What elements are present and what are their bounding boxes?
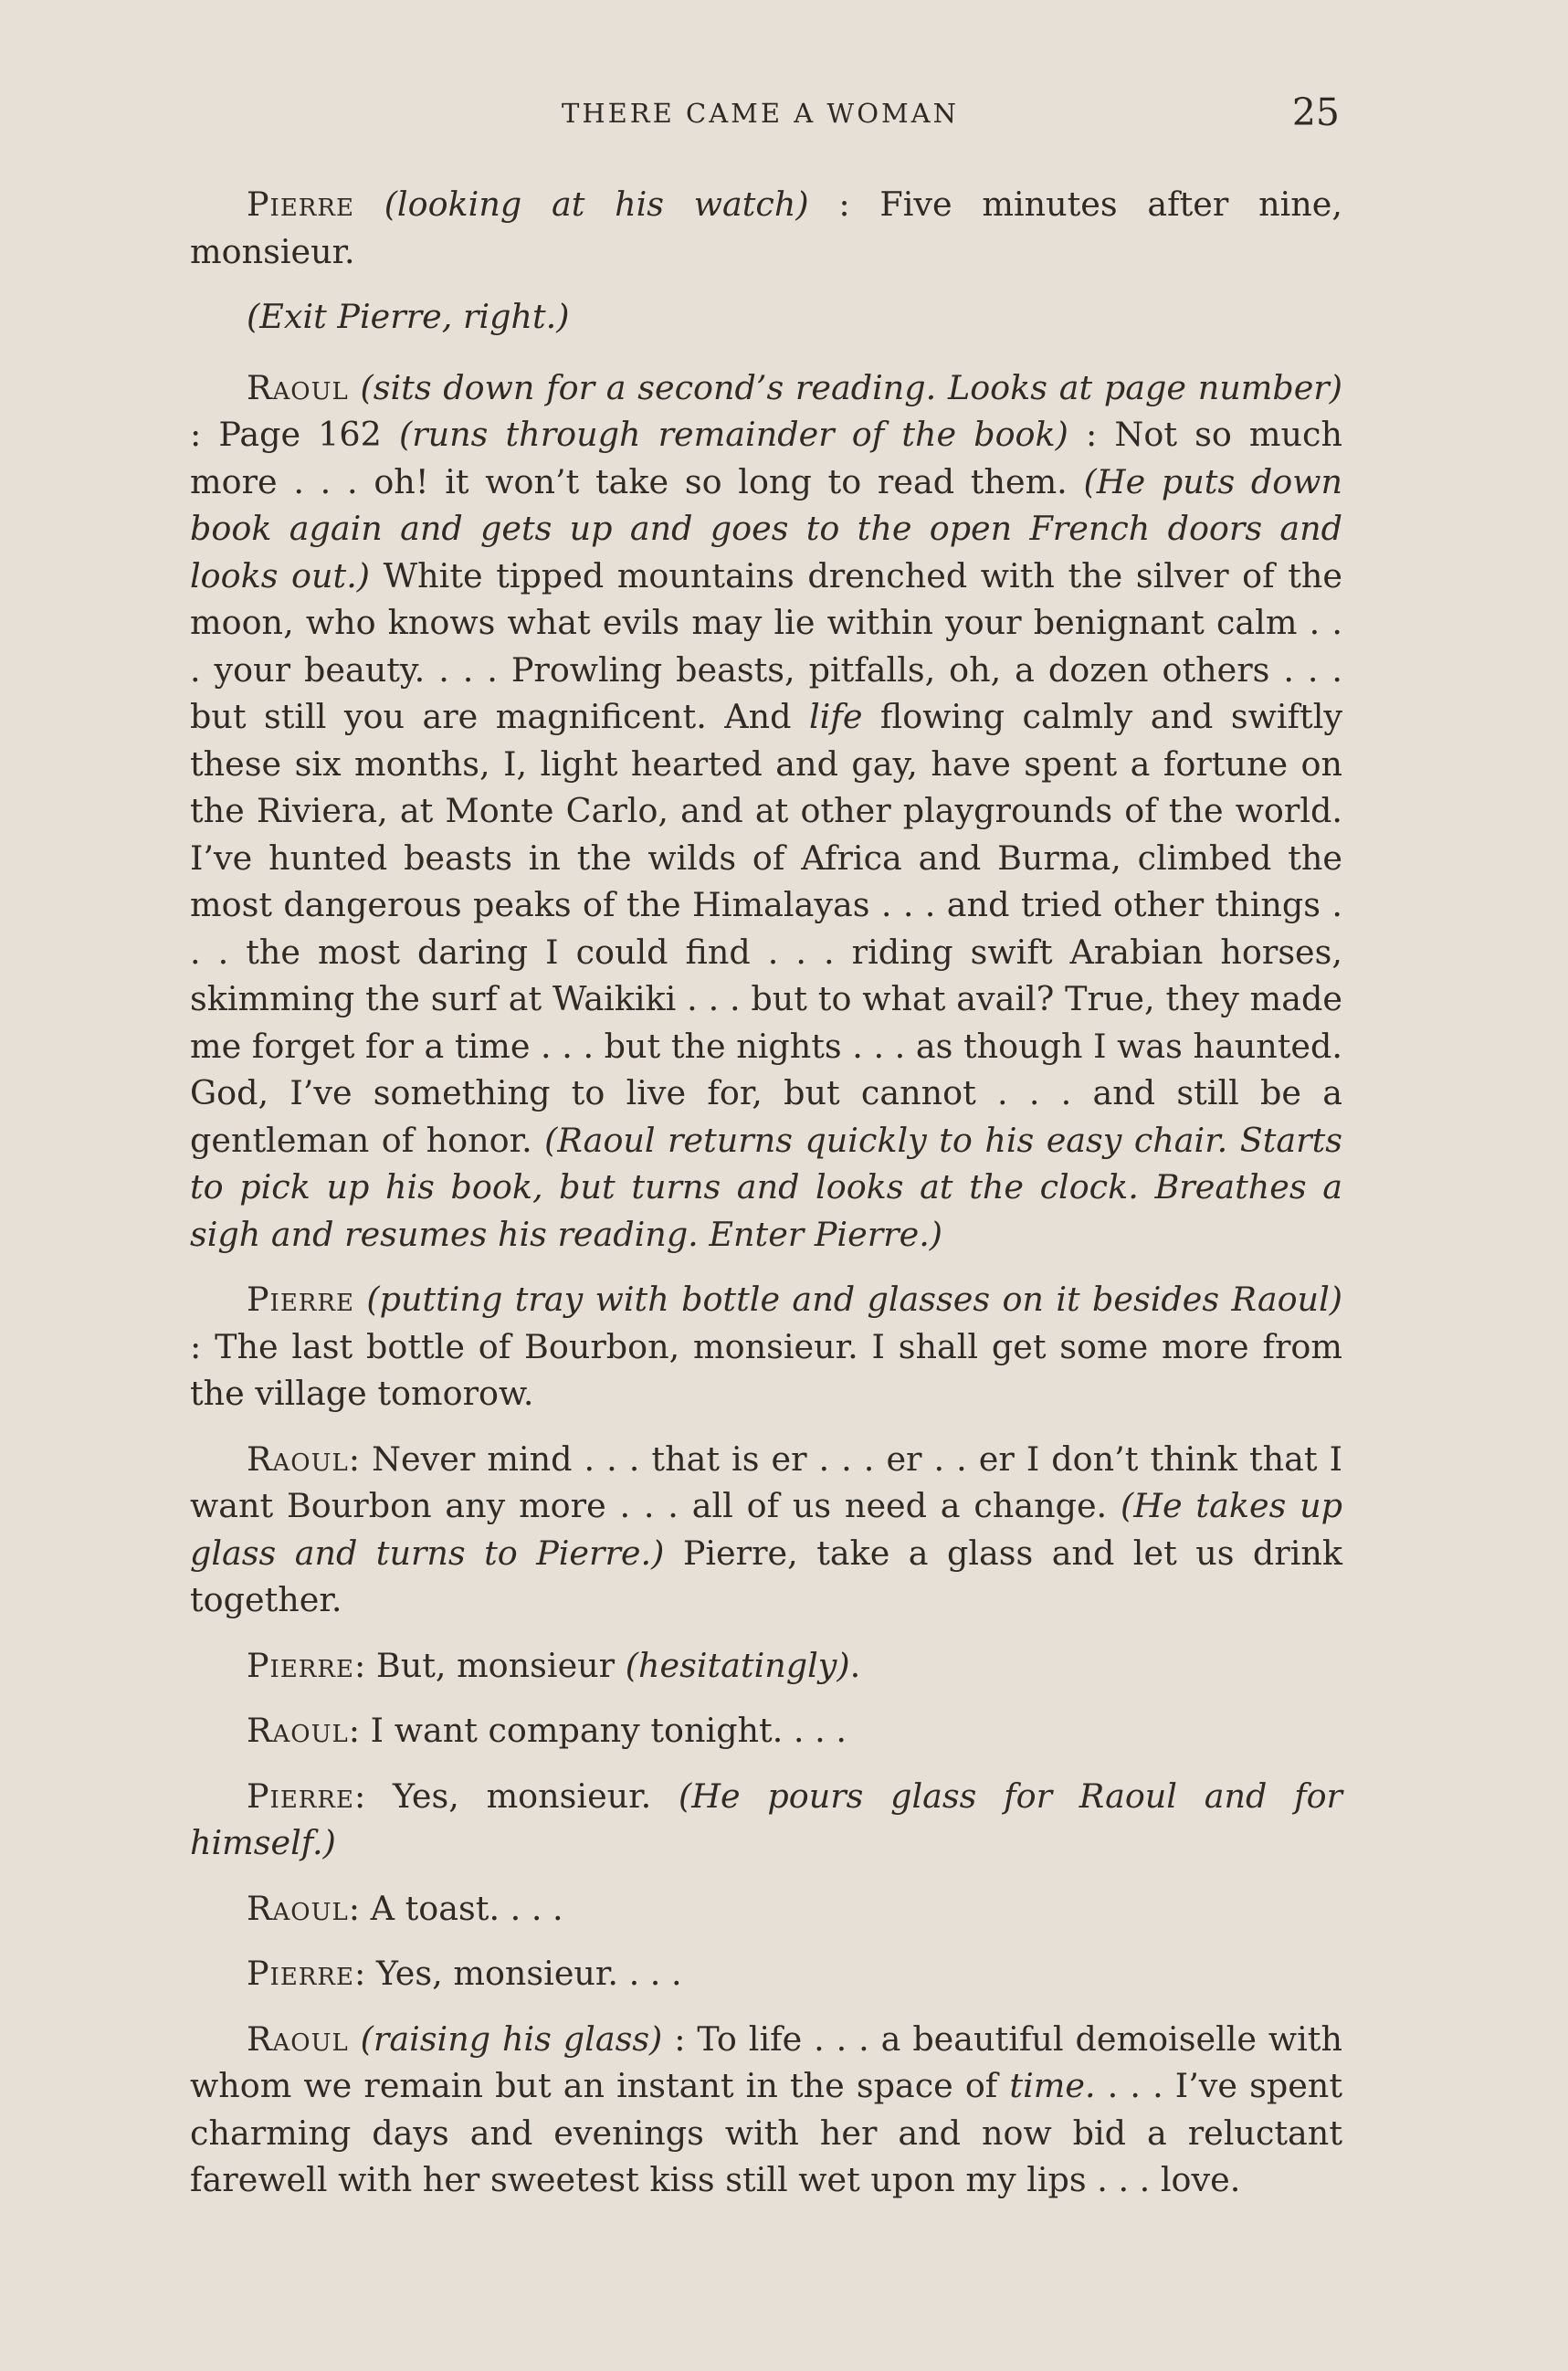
- emphasis: time.: [1009, 2066, 1096, 2105]
- colon: :: [190, 415, 202, 454]
- dialogue-text: Page 162: [201, 415, 399, 454]
- colon: :: [353, 1645, 366, 1685]
- stage-direction: (He pours glass for Raoul and for himself.): [190, 1776, 1343, 1862]
- play-text: [190, 181, 1342, 2222]
- dialogue-pierre-watch: [190, 181, 1342, 275]
- speaker-name: Raoul: [247, 2018, 349, 2059]
- stage-direction: (He takes up glass and turns to Pierre.): [190, 1486, 1342, 1573]
- dialogue-text: . . . I’ve spent charming days and evenings with her and now bid a reluctant farewell with her sweetest kiss still wet upon my lips . . . love.: [190, 2066, 1342, 2199]
- stage-direction-exit: [190, 293, 1342, 341]
- emphasis: life: [809, 697, 863, 736]
- colon: :: [808, 184, 850, 224]
- stage-direction: (sits down for a second’s reading. Looks at page number): [360, 367, 1342, 407]
- dialogue-text: A toast. . . .: [360, 1888, 563, 1928]
- dialogue-raoul-never-mind: [190, 1436, 1342, 1624]
- dialogue-text: Not so much more . . . oh! it won’t take so long to read them.: [190, 415, 1343, 501]
- speaker-name: Pierre: [247, 1776, 354, 1816]
- stage-direction: (He puts down book again and gets up and goes to the open French doors and looks out.): [190, 461, 1342, 595]
- dialogue-text: Yes, monsieur. . . .: [365, 1954, 682, 1993]
- colon: :: [348, 1888, 361, 1928]
- dialogue-text: flowing calmly and swiftly these six months, I, light hearted and gay, have spent a fortune on the Riviera, at Monte Carlo, and at other playgrounds of the world. I’ve hunted beasts in the wilds of Africa and Burma, climbed the most dangerous peaks of the Himalayas . . . and tried other things . . . the most daring I could find . . . riding swift Arabian horses, skimming the surf at Waikiki . . . but to what avail? True, they made me forget for a time . . . but the nights . . . as though I was haunted. God, I’ve something to live for, but cannot . . . and still be a gentleman of honor.: [190, 697, 1342, 1160]
- colon: :: [1068, 415, 1098, 454]
- colon: :: [348, 1711, 361, 1750]
- dialogue-text: Never mind . . . that is er . . . er . . er I don’t think that I want Bourbon any more . . . all of us need a change.: [190, 1438, 1342, 1525]
- speaker-name: Raoul: [247, 1438, 349, 1479]
- dialogue-text: I want company tonight. . . .: [360, 1711, 847, 1750]
- stage-direction: (hesitatingly): [625, 1645, 850, 1685]
- dialogue-text: .: [849, 1645, 861, 1685]
- dialogue-text: The last bottle of Bourbon, monsieur. I shall get some more from the village tomorow.: [190, 1326, 1342, 1413]
- stage-direction: (runs through remainder of the book): [398, 415, 1068, 454]
- stage-direction: (raising his glass): [360, 2018, 663, 2059]
- dialogue-text: White tipped mountains drenched with the silver of the moon, who knows what evils may lie within your benignant calm . . . your beauty. . . . Prowling beasts, pitfalls, oh, a dozen others . . . but still you are magnificent. And: [190, 555, 1342, 736]
- dialogue-pierre-yes: [190, 1950, 1342, 1997]
- stage-direction: (putting tray with bottle and glasses on it besides Raoul): [366, 1280, 1342, 1319]
- dialogue-pierre-hesitating: [190, 1642, 1342, 1690]
- running-head: [0, 90, 1568, 149]
- dialogue-raoul-company: [190, 1707, 1342, 1755]
- dialogue-text: Pierre, take a glass and let us drink together.: [190, 1533, 1342, 1619]
- speaker-name: Pierre: [247, 1645, 354, 1685]
- colon: :: [348, 1438, 361, 1479]
- dialogue-raoul-toast: [190, 1885, 1342, 1933]
- dialogue-text: Yes, monsieur.: [365, 1776, 679, 1816]
- dialogue-pierre-pours: [190, 1773, 1342, 1867]
- speaker-name: Pierre: [247, 184, 354, 224]
- stage-direction: (Exit Pierre, right.): [247, 297, 570, 336]
- colon: :: [353, 1954, 366, 1993]
- page-number: 25: [1291, 90, 1340, 134]
- dialogue-raoul-to-life: [190, 2016, 1342, 2204]
- dialogue-text: But, monsieur: [365, 1645, 626, 1685]
- speaker-name: Raoul: [247, 1888, 349, 1928]
- colon: :: [190, 1326, 202, 1366]
- speaker-name: Pierre: [247, 1954, 354, 1993]
- colon: :: [353, 1776, 366, 1816]
- dialogue-pierre-bourbon: [190, 1276, 1342, 1417]
- dialogue-text: To life . . . a beautiful demoiselle with whom we remain but an instant in the space of: [190, 2018, 1342, 2105]
- colon: :: [662, 2018, 686, 2059]
- dialogue-text: Five minutes after nine, monsieur.: [190, 184, 1342, 271]
- dialogue-raoul-monologue: [190, 364, 1342, 1259]
- stage-direction: (Raoul returns quickly to his easy chair. Starts to pick up his book, but turns and looks at the clock. Breathes a sigh and resumes his reading. Enter Pierre.): [190, 1120, 1342, 1254]
- running-title: THERE CAME A WOMAN: [562, 98, 959, 129]
- speaker-name: Pierre: [247, 1280, 354, 1319]
- speaker-name: Raoul: [247, 1711, 349, 1750]
- speaker-name: Raoul: [247, 367, 349, 407]
- stage-direction: (looking at his watch): [384, 184, 809, 224]
